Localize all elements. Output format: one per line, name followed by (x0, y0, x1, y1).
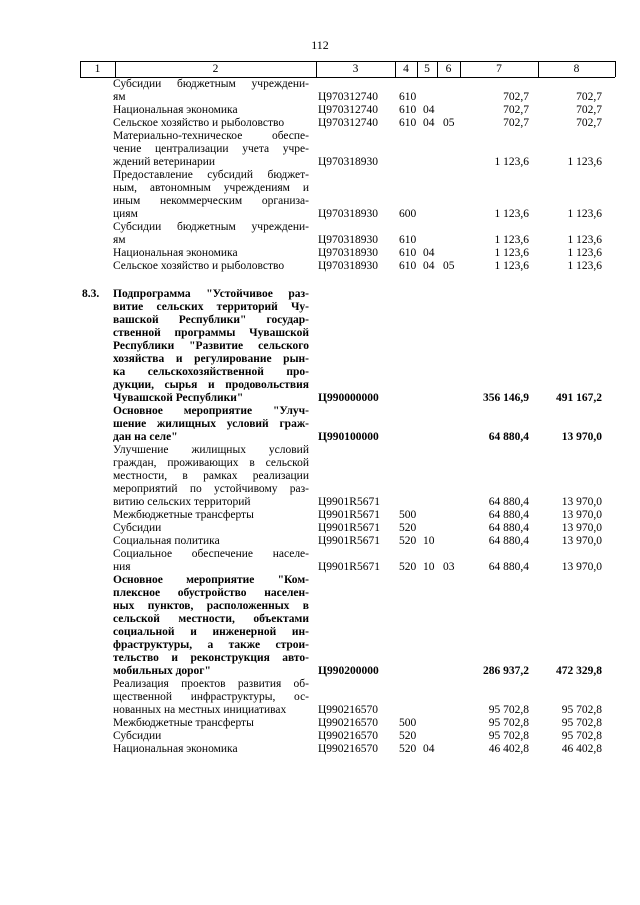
subsection-code: 05 (443, 117, 455, 129)
amount-year-2: 13 970,0 (561, 496, 602, 508)
target-article-code: Ц9901R5671 (318, 535, 380, 547)
row-name-line: ям (113, 234, 126, 246)
subsection-code: 03 (443, 561, 455, 573)
header-divider (395, 61, 396, 77)
row-name (113, 743, 309, 756)
amount-year-1: 64 880,4 (488, 522, 529, 534)
row-name-line: Субсидии (113, 522, 162, 534)
header-col-3: 3 (352, 63, 359, 75)
header-col-5: 5 (424, 63, 430, 75)
row-name (113, 169, 309, 221)
amount-year-1: 64 880,4 (488, 509, 529, 521)
row-name (113, 130, 309, 169)
row-name-line: ка сельскохозяйственной про- (113, 366, 309, 378)
amount-year-2: 1 123,6 (567, 260, 602, 272)
amount-year-2: 13 970,0 (561, 561, 602, 573)
amount-year-1: 286 937,2 (483, 665, 529, 677)
row-name (113, 78, 309, 104)
row-name-line: Национальная экономика (113, 247, 238, 259)
amount-year-1: 95 702,8 (488, 730, 529, 742)
amount-year-1: 95 702,8 (488, 717, 529, 729)
header-divider (437, 61, 438, 77)
row-name (113, 717, 309, 730)
amount-year-1: 64 880,4 (488, 431, 529, 443)
amount-year-2: 13 970,0 (561, 522, 602, 534)
row-name-line: мероприятий по устойчивому раз- (113, 483, 309, 495)
table-row (0, 730, 640, 743)
amount-year-1: 1 123,6 (494, 208, 529, 220)
row-name-line: Субсидии бюджетным учреждени- (113, 78, 309, 90)
row-name-line: нованных на местных инициативах (113, 704, 287, 716)
row-name-line: сельской местности, объектами (113, 613, 309, 625)
row-name-line: Субсидии бюджетным учреждени- (113, 221, 309, 233)
amount-year-2: 95 702,8 (561, 704, 602, 716)
amount-year-2: 95 702,8 (561, 730, 602, 742)
target-article-code: Ц990216570 (318, 704, 379, 716)
amount-year-1: 64 880,4 (488, 496, 529, 508)
table-row (0, 104, 640, 117)
table-row (0, 130, 640, 169)
table-row (0, 260, 640, 273)
subsection-code: 05 (443, 260, 455, 272)
amount-year-1: 356 146,9 (483, 392, 529, 404)
table-row (0, 522, 640, 535)
expense-type-code: 520 (399, 730, 417, 742)
row-name (113, 444, 309, 509)
row-name (113, 117, 309, 130)
table-row (0, 743, 640, 756)
section-code: 04 (423, 743, 435, 755)
amount-year-1: 702,7 (503, 104, 529, 116)
row-name-line: ям (113, 91, 126, 103)
target-article-code: Ц970318930 (318, 247, 379, 259)
table-row (0, 405, 640, 444)
header-divider (115, 61, 116, 77)
expense-type-code: 610 (399, 117, 417, 129)
target-article-code: Ц990216570 (318, 730, 379, 742)
target-article-code: Ц970312740 (318, 117, 379, 129)
row-name-line: Межбюджетные трансферты (113, 509, 254, 521)
target-article-code: Ц970312740 (318, 104, 379, 116)
amount-year-2: 491 167,2 (556, 392, 602, 404)
row-name (113, 678, 309, 717)
row-name-line: ния (113, 561, 131, 573)
target-article-code: Ц970312740 (318, 91, 379, 103)
row-name-line: ных пунктов, расположенных в (113, 600, 309, 612)
row-name-line: хозяйства и регулирование рын- (113, 353, 309, 365)
expense-type-code: 610 (399, 104, 417, 116)
target-article-code: Ц970318930 (318, 234, 379, 246)
header-divider (460, 61, 461, 77)
row-name-line: Межбюджетные трансферты (113, 717, 254, 729)
table-row (0, 288, 640, 405)
row-name (113, 535, 309, 548)
target-article-code: Ц970318930 (318, 260, 379, 272)
expense-type-code: 610 (399, 234, 417, 246)
table-row (0, 509, 640, 522)
section-code: 10 (423, 535, 435, 547)
row-name (113, 221, 309, 247)
row-name-line: мобильных дорог" (113, 665, 211, 677)
amount-year-2: 13 970,0 (561, 509, 602, 521)
target-article-code: Ц9901R5671 (318, 561, 380, 573)
expense-type-code: 500 (399, 717, 417, 729)
amount-year-2: 13 970,0 (561, 535, 602, 547)
section-code: 10 (423, 561, 435, 573)
row-name (113, 509, 309, 522)
page-number: 112 (311, 38, 329, 52)
row-name (113, 730, 309, 743)
amount-year-1: 1 123,6 (494, 260, 529, 272)
expense-type-code: 520 (399, 561, 417, 573)
row-name-line: дукции, сырья и продовольствия (113, 379, 309, 391)
row-name-line: Сельское хозяйство и рыболовство (113, 117, 285, 129)
row-name-line: фраструктуры, а также строи- (113, 639, 309, 651)
header-col-6: 6 (445, 63, 452, 75)
header-divider (316, 61, 317, 77)
row-name-line: Улучшение жилищных условий (113, 444, 309, 456)
section-code: 04 (423, 260, 435, 272)
table-row (0, 78, 640, 104)
header-col-4: 4 (403, 63, 409, 75)
table-header (80, 61, 615, 78)
amount-year-1: 702,7 (503, 117, 529, 129)
row-name (113, 574, 309, 678)
amount-year-1: 1 123,6 (494, 234, 529, 246)
row-name-line: социальной и инженерной ин- (113, 626, 309, 638)
amount-year-2: 1 123,6 (567, 247, 602, 259)
expense-type-code: 520 (399, 535, 417, 547)
row-name (113, 104, 309, 117)
row-name-line: Подпрограмма "Устойчивое раз- (113, 288, 309, 300)
table-row (0, 535, 640, 548)
row-name (113, 260, 309, 273)
table-row (0, 574, 640, 678)
amount-year-1: 64 880,4 (488, 535, 529, 547)
section-code: 04 (423, 104, 435, 116)
table-row (0, 678, 640, 717)
table-row (0, 717, 640, 730)
row-name-line: граждан, проживающих в сельской (113, 457, 309, 469)
header-col-1: 1 (94, 63, 101, 75)
amount-year-2: 46 402,8 (561, 743, 602, 755)
row-name (113, 522, 309, 535)
row-name-line: Субсидии (113, 730, 162, 742)
row-name-line: ным, автономным учреждениям и (113, 182, 309, 194)
row-name-line: ственной программы Чувашской (113, 327, 309, 339)
row-name-line: Основное мероприятие "Улуч- (113, 405, 309, 417)
expense-type-code: 600 (399, 208, 417, 220)
row-name-line: шение жилищных условий граж- (113, 418, 309, 430)
row-name-line: местности, в рамках реализации (113, 470, 309, 482)
header-col-2: 2 (212, 63, 219, 75)
amount-year-2: 702,7 (576, 104, 602, 116)
expense-type-code: 520 (399, 743, 417, 755)
expense-type-code: 610 (399, 91, 417, 103)
table-row (0, 221, 640, 247)
amount-year-2: 472 329,8 (556, 665, 602, 677)
row-name-line: тельство и реконструкция авто- (113, 652, 309, 664)
header-divider (538, 61, 539, 77)
amount-year-1: 46 402,8 (488, 743, 529, 755)
amount-year-2: 702,7 (576, 117, 602, 129)
target-article-code: Ц990000000 (318, 392, 379, 404)
row-name-line: Основное мероприятие "Ком- (113, 574, 309, 586)
expense-type-code: 610 (399, 247, 417, 259)
section-code: 04 (423, 247, 435, 259)
row-name-line: циям (113, 208, 138, 220)
section-code: 04 (423, 117, 435, 129)
row-name-line: ждений ветеринарии (113, 156, 216, 168)
row-name-line: чение централизации учета учре- (113, 143, 309, 155)
row-name-line: Сельское хозяйство и рыболовство (113, 260, 285, 272)
table-row (0, 247, 640, 260)
amount-year-2: 1 123,6 (567, 234, 602, 246)
target-article-code: Ц990100000 (318, 431, 379, 443)
row-name-line: вашской Республики" государ- (113, 314, 309, 326)
table-row (0, 169, 640, 221)
header-col-8: 8 (573, 63, 580, 75)
target-article-code: Ц970318930 (318, 156, 379, 168)
row-name (113, 548, 309, 574)
row-name-line: Реализация проектов развития об- (113, 678, 309, 690)
amount-year-1: 702,7 (503, 91, 529, 103)
amount-year-1: 64 880,4 (488, 561, 529, 573)
amount-year-1: 1 123,6 (494, 247, 529, 259)
target-article-code: Ц9901R5671 (318, 509, 380, 521)
row-name-line: Республики "Развитие сельского (113, 340, 309, 352)
table-row (0, 548, 640, 574)
table-row (0, 444, 640, 509)
amount-year-1: 95 702,8 (488, 704, 529, 716)
row-name-line: Национальная экономика (113, 743, 238, 755)
header-col-7: 7 (496, 63, 502, 75)
row-name (113, 405, 309, 444)
target-article-code: Ц9901R5671 (318, 496, 380, 508)
target-article-code: Ц970318930 (318, 208, 379, 220)
amount-year-2: 702,7 (576, 91, 602, 103)
row-name-line: Чувашской Республики" (113, 392, 244, 404)
amount-year-2: 1 123,6 (567, 208, 602, 220)
expense-type-code: 500 (399, 509, 417, 521)
row-name-line: щественной инфраструктуры, ос- (113, 691, 309, 703)
row-name (113, 247, 309, 260)
target-article-code: Ц9901R5671 (318, 522, 380, 534)
amount-year-1: 1 123,6 (494, 156, 529, 168)
header-divider (417, 61, 418, 77)
row-name-line: Социальное обеспечение населе- (113, 548, 309, 560)
row-name-line: Социальная политика (113, 535, 220, 547)
target-article-code: Ц990200000 (318, 665, 379, 677)
amount-year-2: 1 123,6 (567, 156, 602, 168)
row-name (113, 288, 309, 405)
amount-year-2: 13 970,0 (561, 431, 602, 443)
row-name-line: витие сельских территорий Чу- (113, 301, 309, 313)
row-name-line: Национальная экономика (113, 104, 238, 116)
target-article-code: Ц990216570 (318, 743, 379, 755)
row-name-line: дан на селе" (113, 431, 178, 443)
expense-type-code: 610 (399, 260, 417, 272)
row-name-line: Предоставление субсидий бюджет- (113, 169, 309, 181)
row-name-line: витию сельских территорий (113, 496, 251, 508)
header-divider (80, 61, 81, 77)
row-name-line: иным некоммерческим организа- (113, 195, 309, 207)
expense-type-code: 520 (399, 522, 417, 534)
amount-year-2: 95 702,8 (561, 717, 602, 729)
header-divider (615, 61, 616, 77)
table-row (0, 117, 640, 130)
row-name-line: плексное обустройство населен- (113, 587, 309, 599)
target-article-code: Ц990216570 (318, 717, 379, 729)
row-number: 8.3. (82, 288, 100, 300)
row-name-line: Материально-техническое обеспе- (113, 130, 309, 142)
